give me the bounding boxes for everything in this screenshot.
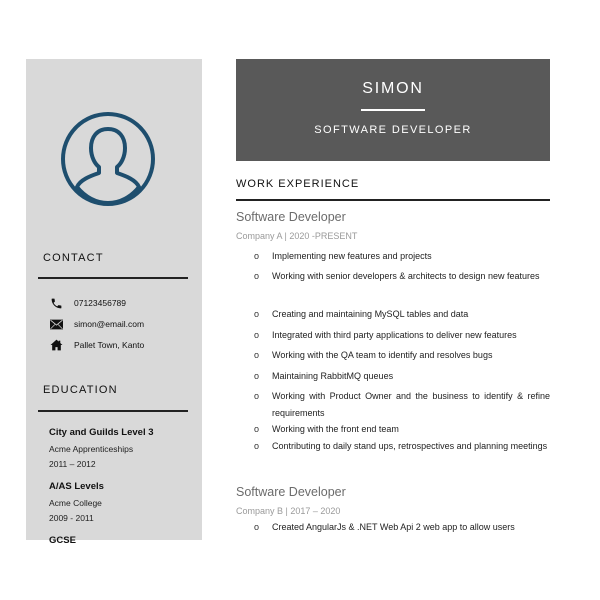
- bullet-marker: o: [254, 522, 260, 532]
- bullet-marker: o: [254, 330, 260, 340]
- education-title: City and Guilds Level 3: [49, 427, 154, 438]
- job-company: Company A | 2020 -PRESENT: [236, 231, 358, 241]
- list-item: [254, 368, 550, 385]
- education-institution: Acme Apprenticeships: [49, 444, 134, 454]
- list-item: [254, 327, 550, 344]
- candidate-name: SIMON: [362, 80, 424, 97]
- education-heading: EDUCATION: [43, 384, 118, 396]
- list-item: [254, 438, 550, 455]
- education-institution: Acme College: [49, 498, 102, 508]
- bullet-text: Working with the QA team to identify and resolves bugs: [272, 350, 493, 360]
- education-years: 2009 - 2011: [49, 513, 94, 523]
- bullet-marker: o: [254, 391, 260, 401]
- bullet-marker: o: [254, 309, 260, 319]
- phone-icon: [48, 295, 64, 311]
- list-item: [254, 248, 550, 265]
- bullet-marker: o: [254, 251, 260, 261]
- bullet-marker: o: [254, 441, 260, 451]
- email-address: simon@email.com: [74, 319, 145, 329]
- bullet-text: Maintaining RabbitMQ queues: [272, 371, 394, 381]
- home-icon: [48, 337, 64, 353]
- sidebar: [26, 59, 202, 546]
- list-item: [254, 388, 550, 422]
- bullet-text: Created AngularJs & .NET Web Api 2 web app to allow users: [272, 522, 515, 532]
- phone-number: 07123456789: [74, 298, 127, 308]
- bullet-marker: o: [254, 271, 260, 281]
- list-item: [254, 306, 550, 323]
- list-item: [254, 421, 550, 438]
- education-title: A/AS Levels: [49, 481, 104, 492]
- list-item: [254, 268, 550, 285]
- contact-phone: [48, 295, 126, 311]
- contact-divider: [38, 277, 188, 279]
- user-avatar-icon: [60, 111, 156, 207]
- contact-heading: CONTACT: [43, 252, 104, 264]
- job-title: Software Developer: [236, 485, 346, 499]
- bullet-text: Integrated with third party applications to deliver new features: [272, 330, 517, 340]
- bullet-text: Working with the front end team: [272, 424, 399, 434]
- bullet-text: Contributing to daily stand ups, retrospectives and planning meetings: [272, 441, 548, 451]
- bullet-marker: o: [254, 350, 260, 360]
- list-item: [254, 347, 550, 364]
- address: Pallet Town, Kanto: [74, 340, 145, 350]
- contact-address: [48, 337, 144, 353]
- list-item: [254, 519, 550, 536]
- education-title: GCSE: [49, 535, 76, 546]
- header-divider: [361, 109, 425, 111]
- bullet-marker: o: [254, 424, 260, 434]
- job-title: Software Developer: [236, 210, 346, 224]
- work-experience-divider: [236, 199, 550, 201]
- bullet-text: Creating and maintaining MySQL tables and data: [272, 309, 469, 319]
- bullet-text: Working with senior developers & architects to design new features: [272, 271, 540, 281]
- work-experience-heading: WORK EXPERIENCE: [236, 178, 360, 190]
- job-company: Company B | 2017 – 2020: [236, 506, 341, 516]
- education-years: 2011 – 2012: [49, 459, 96, 469]
- envelope-icon: [48, 316, 64, 332]
- bullet-marker: o: [254, 371, 260, 381]
- resume-header: [236, 59, 550, 161]
- education-divider: [38, 410, 188, 412]
- contact-email: [48, 316, 144, 332]
- candidate-title: SOFTWARE DEVELOPER: [314, 124, 472, 136]
- bullet-text: Working with Product Owner and the business to identify & refine requirements: [272, 391, 550, 418]
- bullet-text: Implementing new features and projects: [272, 251, 432, 261]
